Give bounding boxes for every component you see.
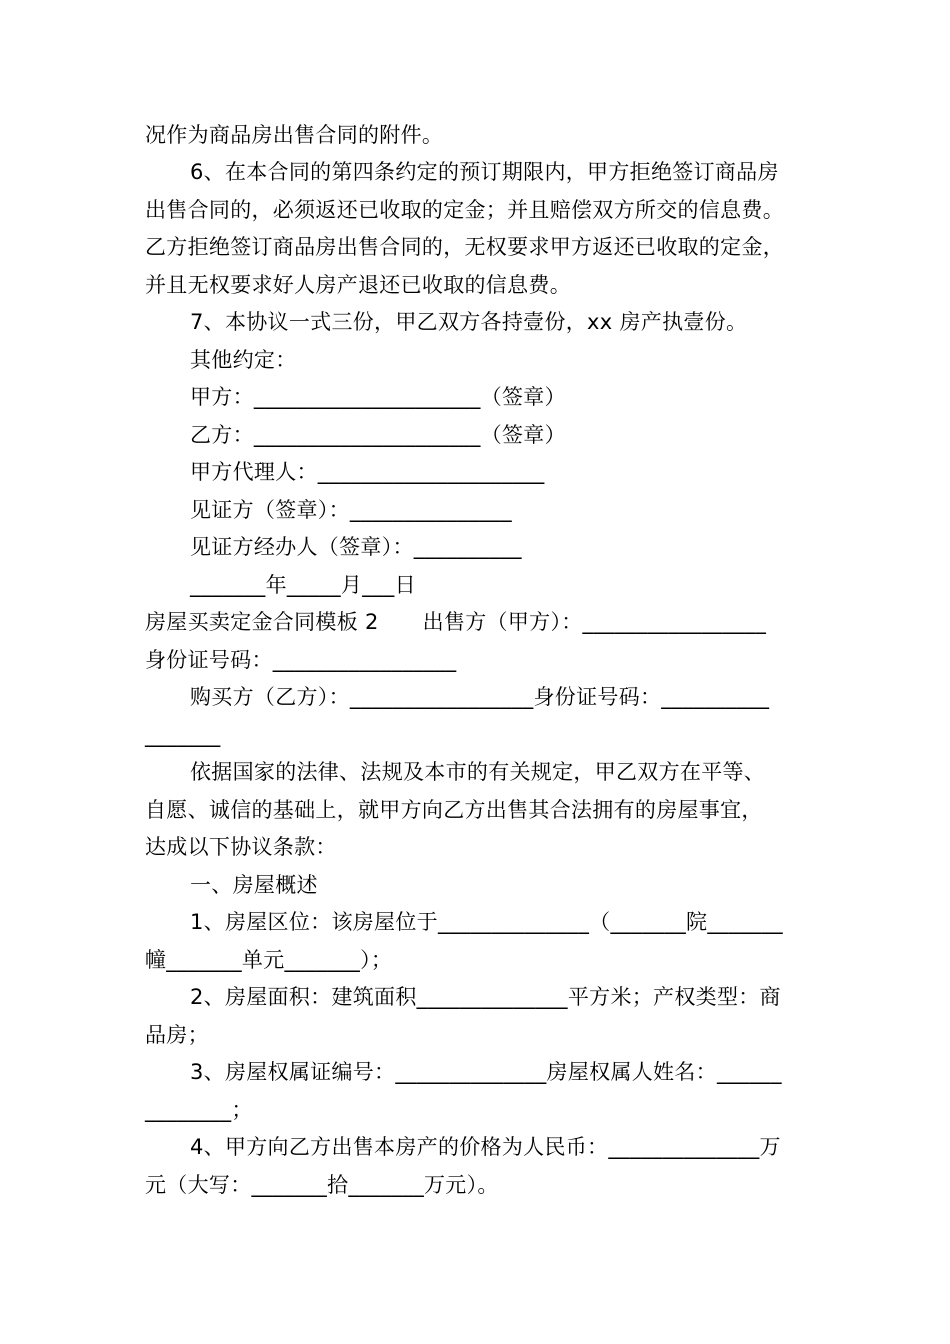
section-title: 房屋买卖定金合同模板 2 (145, 610, 379, 634)
signature-line-party-a: 甲方：_____________________（签章） (190, 385, 566, 409)
text-line: 况作为商品房出售合同的附件。 (145, 123, 444, 147)
clause-heading: 一、房屋概述 (190, 873, 318, 897)
text-line: 并且无权要求好人房产退还已收取的信息费。 (145, 273, 571, 297)
text-line: 3、房屋权属证编号：______________房屋权属人姓名：______ (190, 1060, 782, 1084)
text-line: 1、房屋区位：该房屋位于______________（_______院_______ (190, 910, 783, 934)
text-line: 2、房屋面积：建筑面积______________平方米；产权类型：商 (190, 985, 781, 1009)
text-line: 达成以下协议条款： (145, 835, 337, 859)
text-line: 出售合同的，必须返还已收取的定金；并且赔偿双方所交的信息费。 (145, 198, 784, 222)
text-line: 6、在本合同的第四条约定的预订期限内，甲方拒绝签订商品房 (190, 160, 779, 184)
buyer-line: 购买方（乙方）：_________________身份证号码：__________ (190, 685, 770, 709)
text-line: _______ (145, 723, 221, 747)
seller-field: 出售方（甲方）：_________________ (422, 610, 767, 634)
text-line: 7、本协议一式三份，甲乙双方各持壹份，xx 房产执壹份。 (190, 310, 748, 334)
date-line: _______年_____月___日 (190, 573, 416, 597)
text-line: ________； (145, 1098, 253, 1122)
text-line: 元（大写：_______拾_______万元）。 (145, 1173, 499, 1197)
signature-line-agent: 甲方代理人：_____________________ (190, 460, 545, 484)
section-title-line (0, 607, 950, 637)
signature-line-witness-handler: 见证方经办人（签章）：__________ (190, 535, 522, 559)
id-number-line: 身份证号码：_________________ (145, 648, 457, 672)
text-line: 自愿、诚信的基础上，就甲方向乙方出售其合法拥有的房屋事宜， (145, 798, 763, 822)
signature-line-witness: 见证方（签章）：_______________ (190, 498, 512, 522)
text-line: 品房； (145, 1023, 209, 1047)
text-line: 乙方拒绝签订商品房出售合同的，无权要求甲方返还已收取的定金， (145, 235, 784, 259)
text-line: 幢_______单元_______）； (145, 948, 393, 972)
text-line: 依据国家的法律、法规及本市的有关规定，甲乙双方在平等、 (190, 760, 766, 784)
signature-line-party-b: 乙方：_____________________（签章） (190, 423, 566, 447)
text-line: 4、甲方向乙方出售本房产的价格为人民币：______________万 (190, 1135, 781, 1159)
text-line: 其他约定： (190, 348, 297, 372)
